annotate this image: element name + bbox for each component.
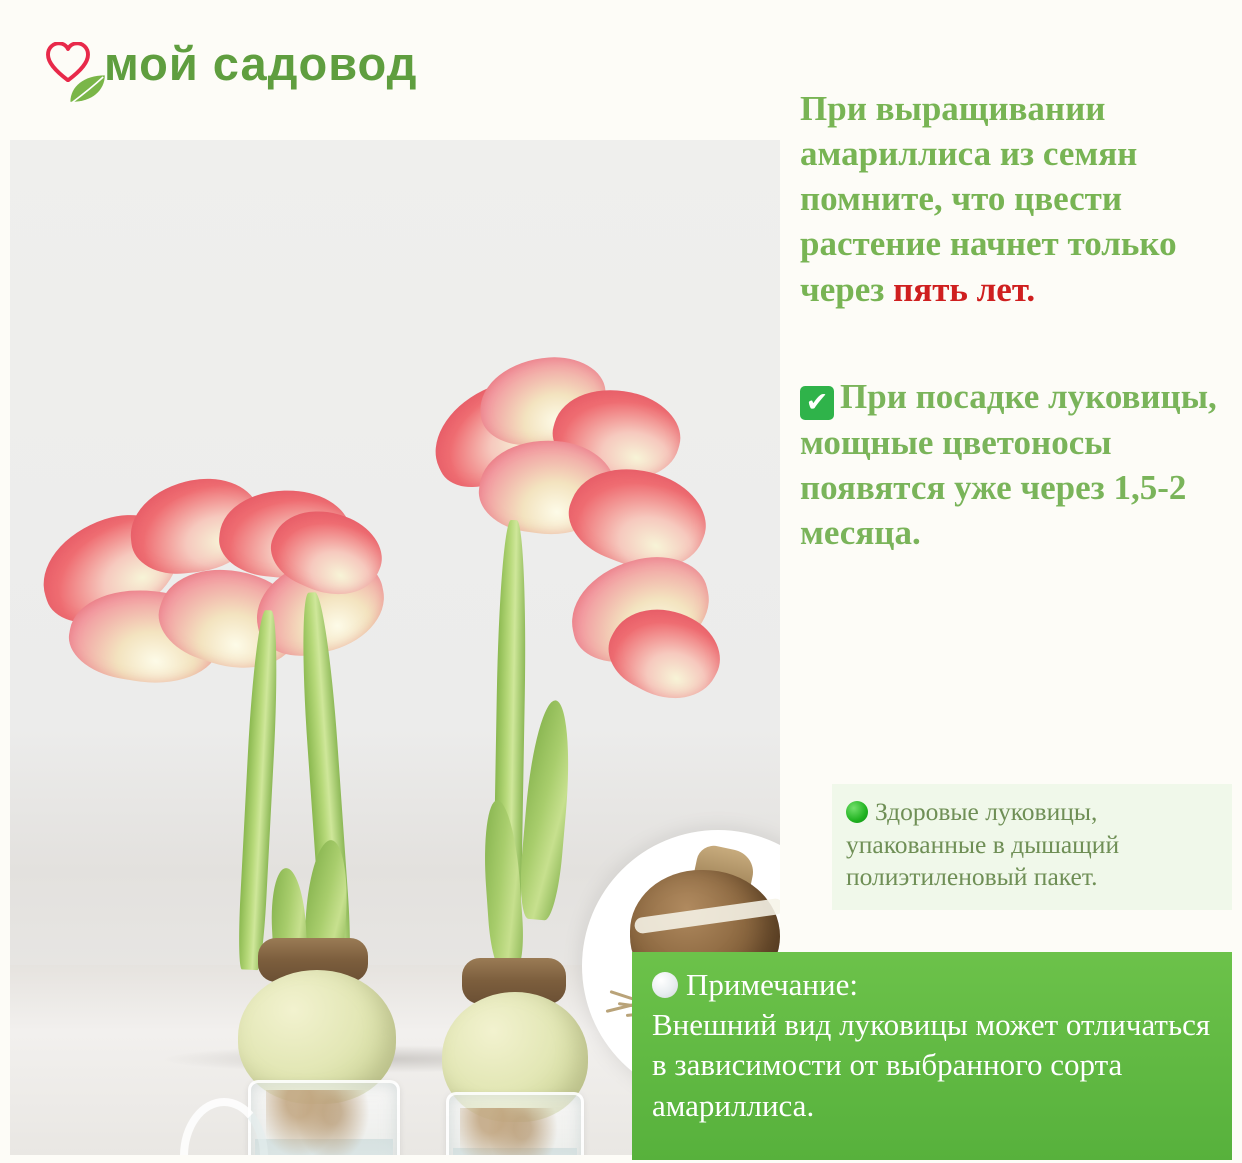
paragraph-seeds-highlight: пять лет. <box>893 269 1036 309</box>
site-logo[interactable] <box>40 28 417 98</box>
paragraph-seeds <box>800 86 1232 312</box>
logo-mark <box>40 28 106 98</box>
text-rail <box>800 86 1232 555</box>
remark-title-row <box>652 966 1214 1003</box>
white-dot-icon <box>652 972 678 998</box>
check-mark-icon: ✔ <box>800 386 834 420</box>
paragraph-bulbs <box>800 374 1232 555</box>
logo-text: мой садовод <box>104 36 418 90</box>
paragraph-bulbs-text: При посадке луковицы, мощные цветоносы появятся уже через 1,5-2 месяца. <box>800 376 1217 552</box>
remark-body: Внешний вид луковицы может отличаться в зависимости от выбранного сорта амариллиса. <box>652 1007 1211 1123</box>
healthy-bulbs-note <box>832 784 1232 910</box>
healthy-bulbs-note-text: Здоровые луковицы, упакованные в дышащий полиэтиленовый пакет. <box>846 797 1120 892</box>
paragraph-seeds-text: При выращивании амариллиса из семян помните, что цвести растение начнет только через <box>800 89 1177 309</box>
healthy-bulbs-note-line <box>846 796 1218 894</box>
leaf-icon <box>68 72 108 106</box>
remark-banner <box>632 952 1232 1160</box>
remark-title: Примечание: <box>686 967 858 1002</box>
green-dot-icon <box>846 801 868 823</box>
